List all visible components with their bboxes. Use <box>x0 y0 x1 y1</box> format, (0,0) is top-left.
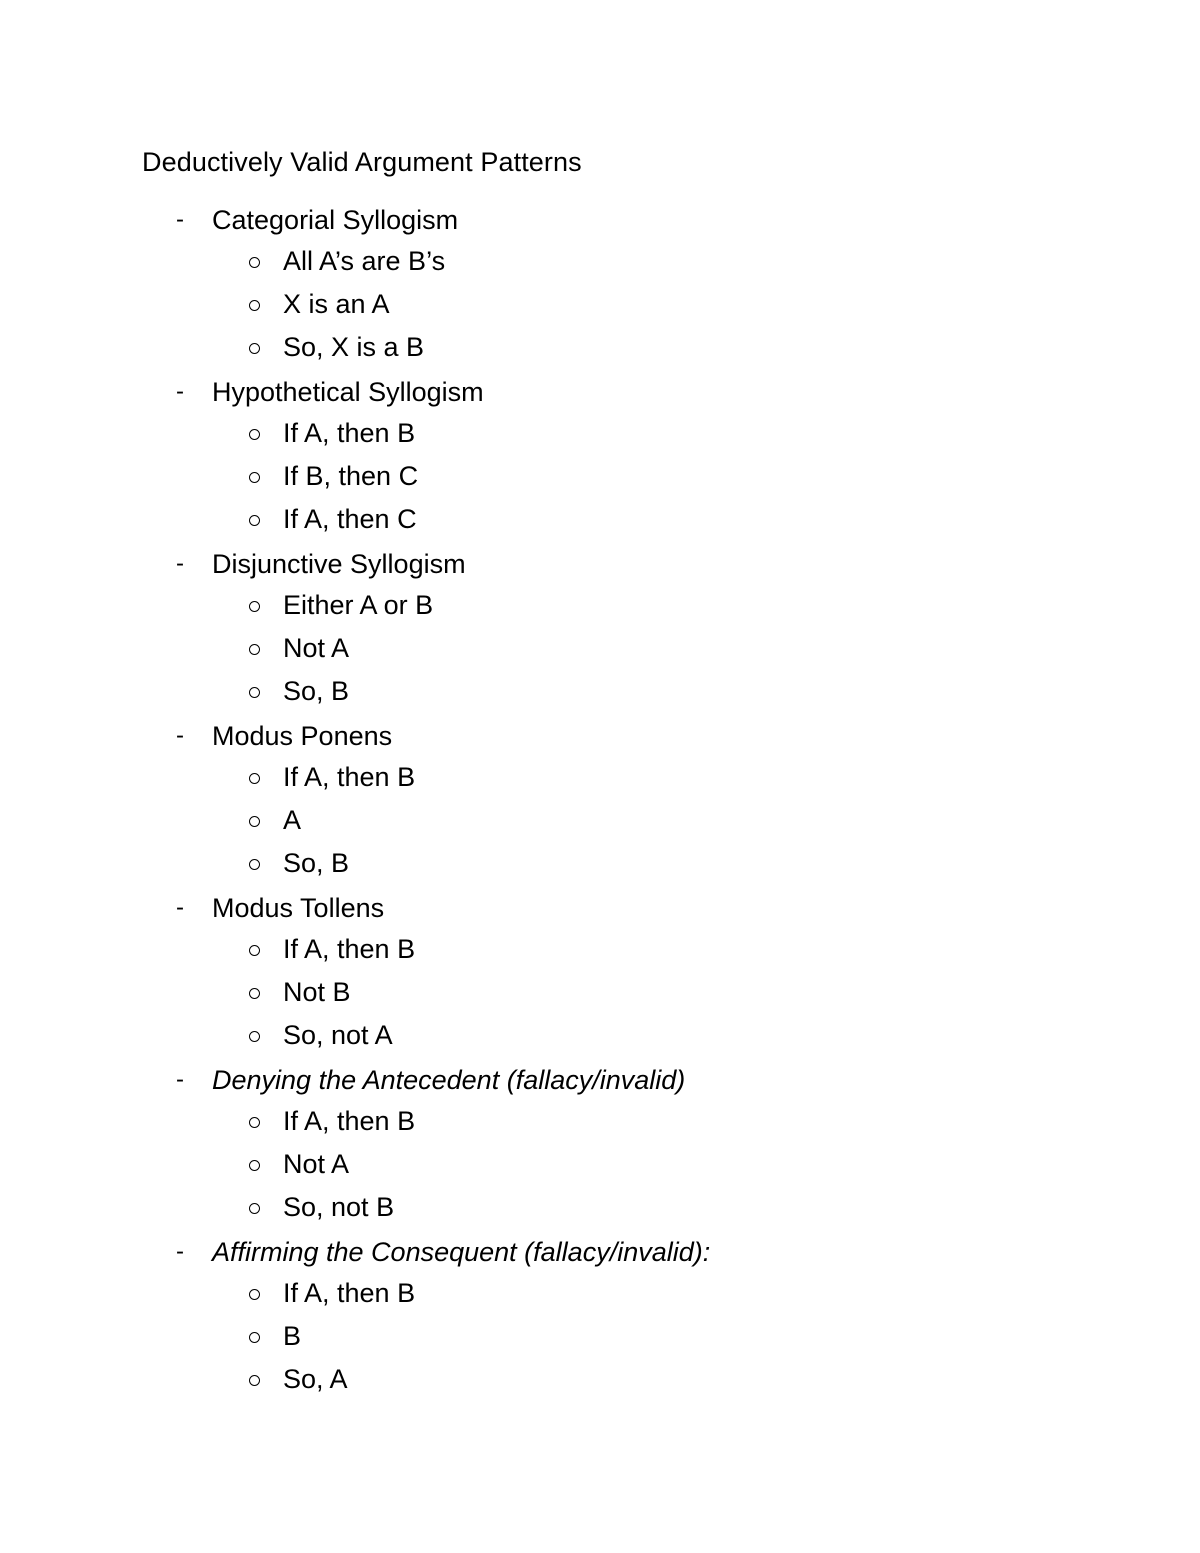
section-label: Categorial Syllogism <box>212 205 459 235</box>
list-item <box>0 415 1200 458</box>
section-hypothetical-syllogism <box>0 372 1200 544</box>
dash-bullet: - <box>176 550 184 577</box>
list-item <box>0 458 1200 501</box>
list-item-text: So, B <box>283 676 350 706</box>
circle-bullet-icon <box>249 859 260 870</box>
list-item <box>0 329 1200 372</box>
circle-bullet-icon <box>249 1332 260 1343</box>
list-item-text: A <box>283 805 302 835</box>
section-heading <box>0 372 1200 415</box>
page-title: Deductively Valid Argument Patterns <box>142 147 582 177</box>
list-item <box>0 501 1200 544</box>
circle-bullet-icon <box>249 1031 260 1042</box>
list-item-text: Not A <box>283 1149 350 1179</box>
list-item-text: If A, then B <box>283 1278 416 1308</box>
section-denying-the-antecedent <box>0 1060 1200 1232</box>
section-heading <box>0 1232 1200 1275</box>
list-item-text: So, not B <box>283 1192 395 1222</box>
circle-bullet-icon <box>249 988 260 999</box>
circle-bullet-icon <box>249 773 260 784</box>
list-item-text: So, not A <box>283 1020 393 1050</box>
list-item <box>0 1189 1200 1232</box>
section-heading <box>0 544 1200 587</box>
list-item-text: If A, then C <box>283 504 417 534</box>
list-item-text: Not A <box>283 633 350 663</box>
section-affirming-the-consequent <box>0 1232 1200 1404</box>
circle-bullet-icon <box>249 343 260 354</box>
section-label: Hypothetical Syllogism <box>212 377 484 407</box>
list-item-text: So, A <box>283 1364 348 1394</box>
circle-bullet-icon <box>249 429 260 440</box>
dash-bullet: - <box>176 206 184 233</box>
circle-bullet-icon <box>249 1203 260 1214</box>
list-item <box>0 587 1200 630</box>
circle-bullet-icon <box>249 300 260 311</box>
section-heading <box>0 200 1200 243</box>
list-item <box>0 802 1200 845</box>
section-heading <box>0 888 1200 931</box>
section-label: Denying the Antecedent (fallacy/invalid) <box>212 1065 686 1095</box>
list-item-text: If A, then B <box>283 1106 416 1136</box>
list-item <box>0 759 1200 802</box>
list-item-text: If A, then B <box>283 934 416 964</box>
dash-bullet: - <box>176 894 184 921</box>
section-modus-ponens <box>0 716 1200 888</box>
list-item <box>0 1318 1200 1361</box>
list-item <box>0 243 1200 286</box>
list-item <box>0 1361 1200 1404</box>
circle-bullet-icon <box>249 515 260 526</box>
list-item <box>0 673 1200 716</box>
section-label: Modus Tollens <box>212 893 385 923</box>
dash-bullet: - <box>176 378 184 405</box>
section-label: Disjunctive Syllogism <box>212 549 466 579</box>
circle-bullet-icon <box>249 1375 260 1386</box>
circle-bullet-icon <box>249 257 260 268</box>
list-item-text: X is an A <box>283 289 390 319</box>
circle-bullet-icon <box>249 945 260 956</box>
list-item <box>0 1275 1200 1318</box>
list-item <box>0 1017 1200 1060</box>
list-item <box>0 845 1200 888</box>
circle-bullet-icon <box>249 1160 260 1171</box>
section-modus-tollens <box>0 888 1200 1060</box>
list-item <box>0 630 1200 673</box>
circle-bullet-icon <box>249 816 260 827</box>
circle-bullet-icon <box>249 1289 260 1300</box>
section-categorial-syllogism <box>0 200 1200 372</box>
list-item-text: Either A or B <box>283 590 434 620</box>
list-item-text: If A, then B <box>283 418 416 448</box>
list-item-text: B <box>283 1321 302 1351</box>
dash-bullet: - <box>176 1238 184 1265</box>
list-item <box>0 286 1200 329</box>
argument-pattern-outline <box>0 200 1200 1404</box>
list-item-text: So, B <box>283 848 350 878</box>
circle-bullet-icon <box>249 1117 260 1128</box>
list-item <box>0 1146 1200 1189</box>
list-item-text: Not B <box>283 977 351 1007</box>
dash-bullet: - <box>176 722 184 749</box>
section-disjunctive-syllogism <box>0 544 1200 716</box>
section-label: Affirming the Consequent (fallacy/invalid): <box>212 1237 711 1267</box>
list-item-text: All A’s are B’s <box>283 246 446 276</box>
list-item <box>0 1103 1200 1146</box>
section-heading <box>0 1060 1200 1103</box>
list-item <box>0 931 1200 974</box>
circle-bullet-icon <box>249 601 260 612</box>
list-item <box>0 974 1200 1017</box>
circle-bullet-icon <box>249 644 260 655</box>
section-heading <box>0 716 1200 759</box>
dash-bullet: - <box>176 1066 184 1093</box>
circle-bullet-icon <box>249 472 260 483</box>
section-label: Modus Ponens <box>212 721 393 751</box>
list-item-text: If B, then C <box>283 461 419 491</box>
list-item-text: So, X is a B <box>283 332 425 362</box>
circle-bullet-icon <box>249 687 260 698</box>
list-item-text: If A, then B <box>283 762 416 792</box>
